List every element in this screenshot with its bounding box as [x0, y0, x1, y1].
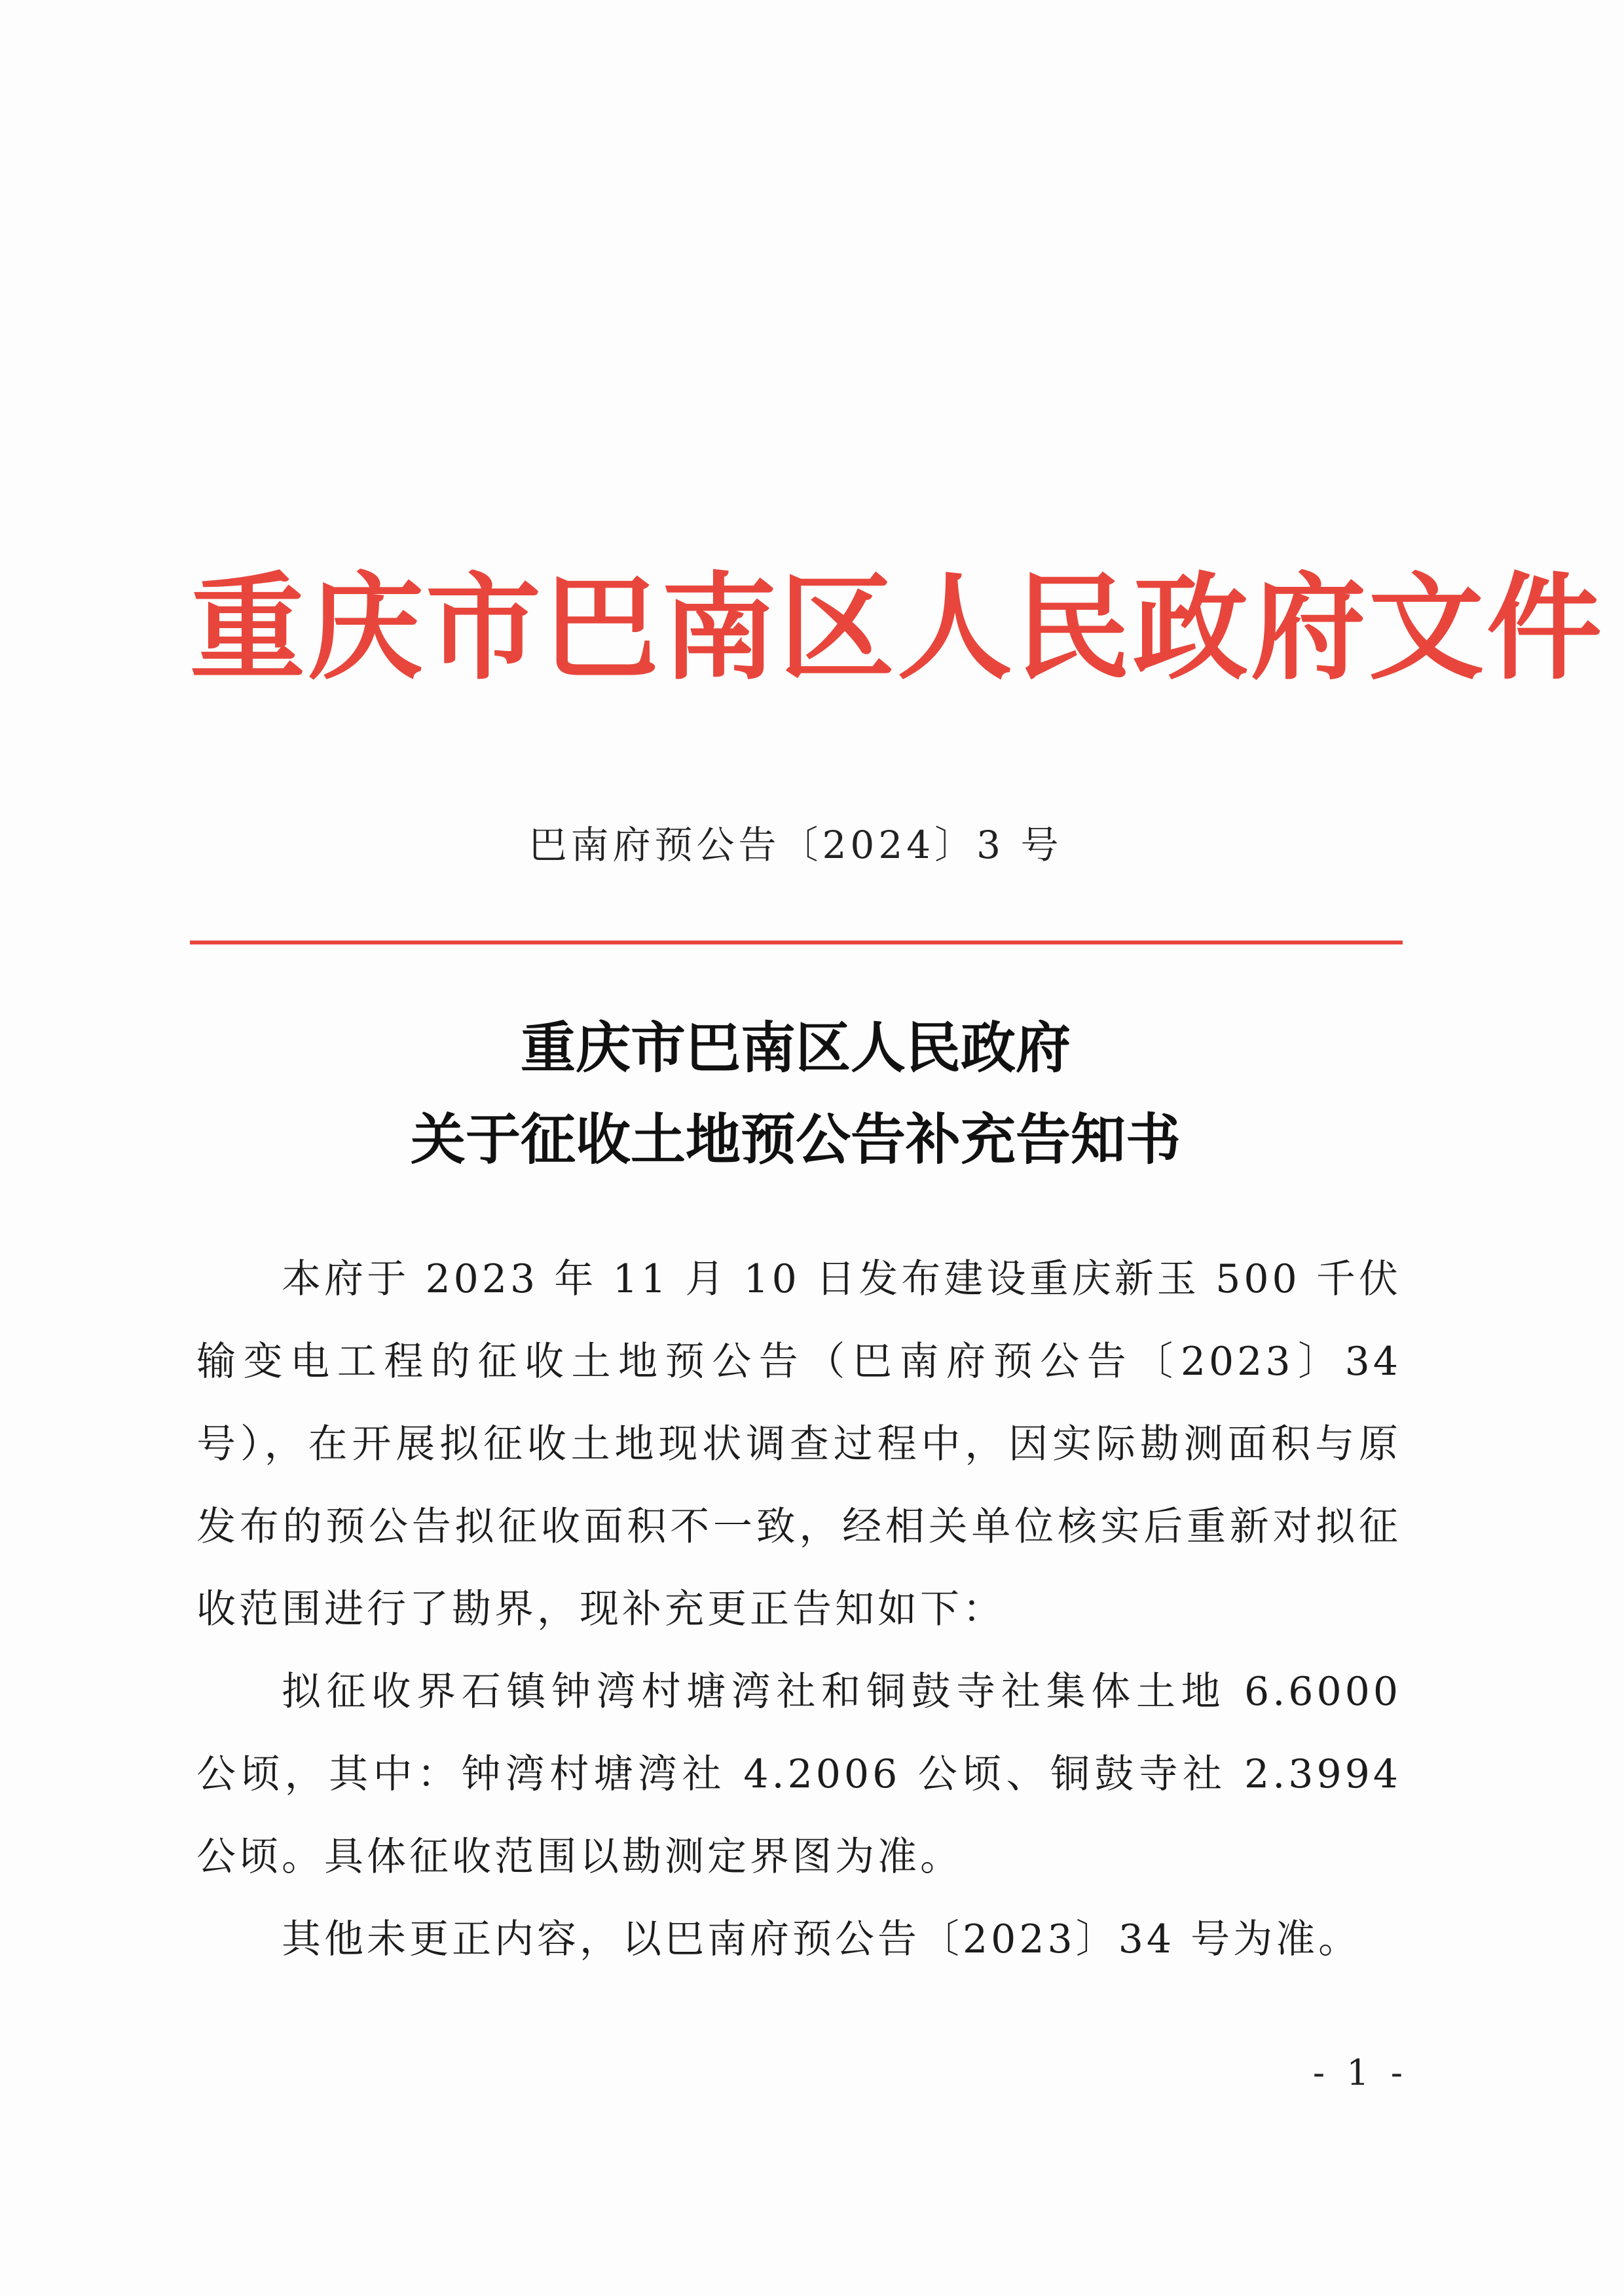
- document-title: [190, 1002, 1401, 1185]
- document-number: 巴南府预公告〔2024〕3 号: [528, 823, 1063, 867]
- document-body: [196, 1238, 1401, 1981]
- body-paragraph: 本府于 2023 年 11 月 10 日发布建设重庆新玉 500 千伏输变电工程的征收土地预公告（巴南府预公告〔2023〕34 号），在开展拟征收土地现状调查过程中，因实际勘测面积与原发布的预公告拟征收面积不一致，经相关单位核实后重新对拟征收范围进行了勘界，现补充更正告知如下：: [196, 1256, 1401, 1632]
- body-paragraph: 拟征收界石镇钟湾村塘湾社和铜鼓寺社集体土地 6.6000 公顷，其中：钟湾村塘湾社 4.2006 公顷、铜鼓寺社 2.3994 公顷。具体征收范围以勘测定界图为准。: [196, 1669, 1401, 1880]
- body-paragraph: 其他未更正内容，以巴南府预公告〔2023〕34 号为准。: [282, 1916, 1361, 1962]
- title-line-1: 重庆市巴南区人民政府: [520, 1016, 1071, 1080]
- page-number: - 1 -: [1312, 2052, 1408, 2093]
- red-divider-line: [190, 941, 1403, 944]
- document-masthead: 重庆市巴南区人民政府文件: [190, 561, 1605, 696]
- title-line-2: 关于征收土地预公告补充告知书: [410, 1108, 1181, 1172]
